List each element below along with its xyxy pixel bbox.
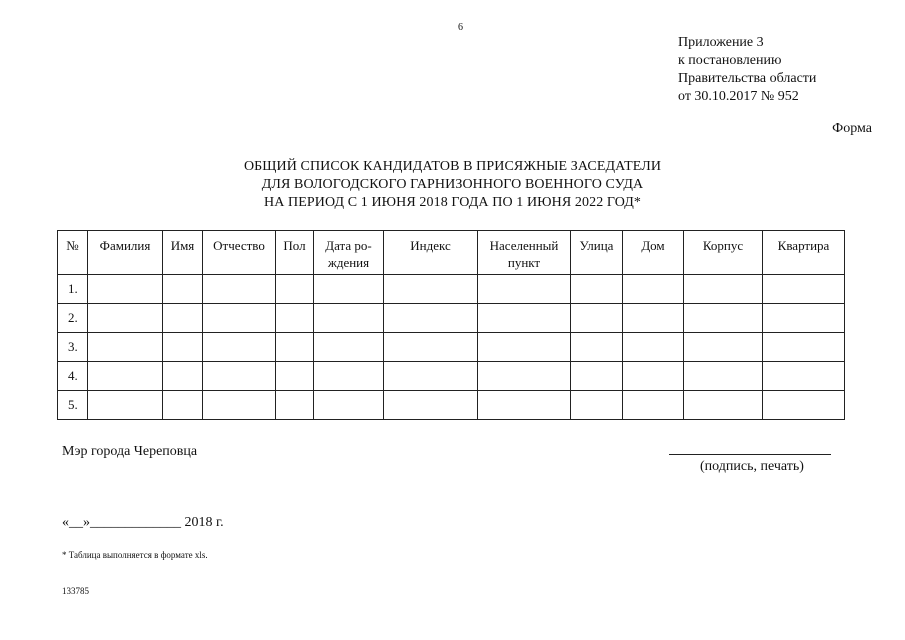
column-header-apartment: Квартира [763,231,845,275]
column-header-street: Улица [571,231,623,275]
cell-surname [88,275,163,304]
cell-apartment [763,333,845,362]
table-body [58,275,845,420]
cell-patronymic [203,304,276,333]
cell-house [623,362,684,391]
cell-sex [276,333,314,362]
cell-index [384,362,478,391]
cell-house [623,304,684,333]
table-header-row [58,231,845,275]
cell-birthdate [314,275,384,304]
column-header-house: Дом [623,231,684,275]
signature-line [669,454,831,455]
cell-surname [88,333,163,362]
cell-sex [276,275,314,304]
cell-apartment [763,304,845,333]
cell-apartment [763,391,845,420]
cell-birthdate [314,304,384,333]
table-row [58,333,845,362]
cell-building [684,333,763,362]
cell-name [163,362,203,391]
mayor-label: Мэр города Череповца [62,444,198,459]
cell-birthdate [314,333,384,362]
document-id: 133785 [62,586,89,596]
row-number: 4. [58,362,88,391]
title-line: НА ПЕРИОД С 1 ИЮНЯ 2018 ГОДА ПО 1 ИЮНЯ 2022 ГОД* [263,195,642,210]
cell-house [623,391,684,420]
appendix-line: к постановлению [678,53,782,68]
form-label: Форма [832,121,872,136]
title-line: ОБЩИЙ СПИСОК КАНДИДАТОВ В ПРИСЯЖНЫЕ ЗАСЕДАТЕЛИ [243,159,662,174]
cell-street [571,362,623,391]
cell-street [571,391,623,420]
cell-settlement [478,304,571,333]
cell-apartment [763,275,845,304]
row-number: 3. [58,333,88,362]
footnote: * Таблица выполняется в формате xls. [62,550,208,560]
cell-name [163,304,203,333]
cell-building [684,391,763,420]
cell-street [571,304,623,333]
row-number: 1. [58,275,88,304]
candidates-table [57,230,845,420]
cell-name [163,391,203,420]
title-line: ДЛЯ ВОЛОГОДСКОГО ГАРНИЗОННОГО ВОЕННОГО СУДА [261,177,644,192]
cell-building [684,275,763,304]
cell-patronymic [203,275,276,304]
cell-birthdate [314,362,384,391]
cell-street [571,275,623,304]
cell-settlement [478,333,571,362]
column-header-settlement: Населенный пункт [478,231,571,275]
page-number: 6 [458,22,463,33]
table-row [58,304,845,333]
cell-building [684,304,763,333]
cell-name [163,333,203,362]
table-row [58,391,845,420]
cell-patronymic [203,333,276,362]
cell-name [163,275,203,304]
appendix-block [678,34,816,106]
cell-index [384,333,478,362]
column-header-name: Имя [163,231,203,275]
document-title [0,158,905,212]
cell-settlement [478,391,571,420]
cell-surname [88,362,163,391]
column-header-birthdate: Дата ро- ждения [314,231,384,275]
date-line: «__»_____________ 2018 г. [62,515,224,530]
cell-birthdate [314,391,384,420]
column-header-surname: Фамилия [88,231,163,275]
cell-patronymic [203,391,276,420]
column-header-num: № [58,231,88,275]
cell-surname [88,304,163,333]
cell-street [571,333,623,362]
row-number: 5. [58,391,88,420]
appendix-line: от 30.10.2017 № 952 [678,89,799,104]
table-row [58,362,845,391]
column-header-index: Индекс [384,231,478,275]
cell-index [384,275,478,304]
cell-house [623,333,684,362]
appendix-line: Приложение 3 [678,35,764,50]
cell-patronymic [203,362,276,391]
signature-caption: (подпись, печать) [700,459,804,474]
cell-apartment [763,362,845,391]
cell-index [384,304,478,333]
cell-sex [276,304,314,333]
column-header-sex: Пол [276,231,314,275]
cell-settlement [478,275,571,304]
appendix-line: Правительства области [678,71,817,86]
column-header-building: Корпус [684,231,763,275]
cell-sex [276,362,314,391]
cell-house [623,275,684,304]
row-number: 2. [58,304,88,333]
cell-surname [88,391,163,420]
column-header-patronymic: Отчество [203,231,276,275]
cell-settlement [478,362,571,391]
table-row [58,275,845,304]
cell-index [384,391,478,420]
cell-sex [276,391,314,420]
cell-building [684,362,763,391]
